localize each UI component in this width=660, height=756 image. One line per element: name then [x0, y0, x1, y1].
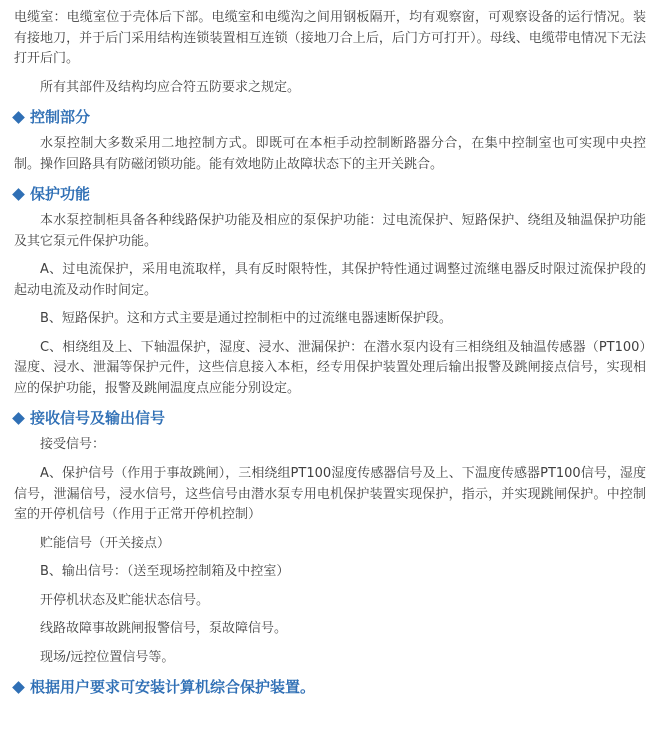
body-paragraph: 开停机状态及贮能状态信号。 [40, 592, 210, 608]
section-heading [14, 108, 646, 126]
body-paragraph: 电缆室：电缆室位于壳体后下部。电缆室和电缆沟之间用钢板隔开，均有观察窗，可观察设备的运行情况。装有接地刀，并于后门采用结构连锁装置相互连锁（接地刀合上后，后门方可打开）。母线、电缆带电情况下无法打开后门。 [14, 10, 646, 67]
body-paragraph: 所有其部件及结构均应合符五防要求之规定。 [40, 79, 301, 95]
body-paragraph: A、保护信号（作用于事故跳闸），三相绕组PT100湿度传感器信号及上、下温度传感器PT100信号，湿度信号，泄漏信号，浸水信号，这些信号由潜水泵专用电机保护装置实现保护，指示，并实现跳闸保护。中控制室的开停机信号（作用于正常开停机控制） [14, 465, 646, 523]
body-paragraph: 接受信号： [40, 437, 106, 453]
body-paragraph: A、过电流保护，采用电流取样，具有反时限特性，其保护特性通过调整过流继电器反时限过流保护段的起动电流及动作时间定。 [14, 262, 646, 298]
body-paragraph: 贮能信号（开关接点） [40, 535, 171, 551]
diamond-bullet-icon [12, 111, 25, 124]
body-paragraph: B、短路保护。这和方式主要是通过控制柜中的过流继电器速断保护段。 [40, 311, 452, 327]
body-paragraph: 本水泵控制柜具备各种线路保护功能及相应的泵保护功能：过电流保护、短路保护、绕组及轴温保护功能及其它泵元件保护功能。 [14, 213, 646, 249]
body-paragraph: B、输出信号：（送至现场控制箱及中控室） [40, 564, 290, 580]
body-paragraph: 线路故障事故跳闸报警信号，泵故障信号。 [40, 621, 288, 637]
diamond-bullet-icon [12, 188, 25, 201]
body-paragraph: 现场/远控位置信号等。 [40, 649, 175, 665]
body-paragraph: C、相绕组及上、下轴温保护，湿度、浸水、泄漏保护：在潜水泵内设有三相绕组及轴温传感器（PT100）湿度、浸水、泄漏等保护元件，这些信息接入本柜，经专用保护装置处理后输出报警及跳闸接点信号，实现相应的保护功能，报警及跳闸温度点应能分别设定。 [14, 339, 646, 396]
document-content [14, 8, 646, 696]
section-heading [14, 678, 646, 696]
section-heading-label: 保护功能 [30, 185, 91, 204]
diamond-bullet-icon [12, 412, 25, 425]
section-heading [14, 185, 646, 203]
section-heading-label: 根据用户要求可安装计算机综合保护装置。 [30, 678, 316, 697]
section-heading [14, 409, 646, 427]
diamond-bullet-icon [12, 681, 25, 694]
section-heading-label: 控制部分 [30, 108, 91, 127]
body-paragraph: 水泵控制大多数采用二地控制方式。即既可在本柜手动控制断路器分合，在集中控制室也可实现中央控制。操作回路具有防磁闭锁功能。能有效地防止故障状态下的主开关跳合。 [14, 136, 646, 172]
section-heading-label: 接收信号及输出信号 [30, 409, 166, 428]
